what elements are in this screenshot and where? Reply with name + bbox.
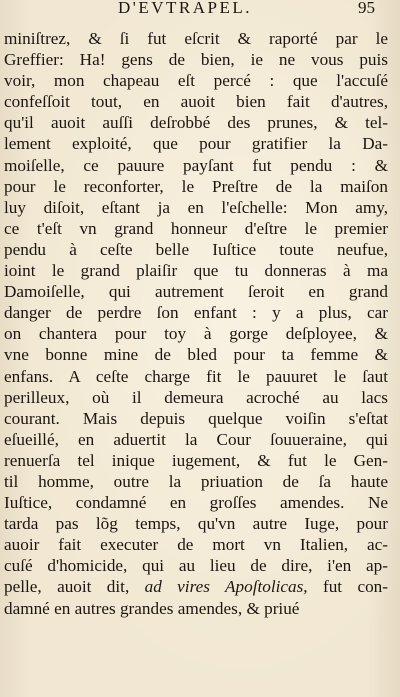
text-line: perilleux, où il demeura acroché au lacs bbox=[4, 387, 388, 407]
text-line: eſueillé, en aduertit la Cour ſouueraine, qui bbox=[4, 429, 388, 449]
text-line bbox=[4, 576, 388, 597]
text-segment: fut con- bbox=[307, 577, 388, 597]
page-header bbox=[0, 0, 400, 28]
text-line: luy diſoit, eſtant ja en l'eſchelle: Mon amy, bbox=[4, 197, 388, 217]
text-line: moiſelle, ce pauure payſant fut pendu : & bbox=[4, 155, 388, 175]
text-line: miniſtrez, & ſi fut eſcrit & raporté par le bbox=[4, 29, 388, 48]
text-line: Iuſtice, condamné en groſſes amendes. Ne bbox=[4, 493, 388, 513]
text-line: pendu à ceſte belle Iuſtice toute neufue, bbox=[4, 239, 388, 259]
italic-phrase: ad vires Apoſtolicas, bbox=[144, 577, 308, 597]
text-line: ce t'eſt vn grand honneur d'eſtre le premier bbox=[4, 218, 388, 238]
text-line: Greffier: Ha! gens de bien, ie ne vous puis bbox=[4, 50, 388, 70]
text-line: renuerſa tel inique iugement, & fut le Gen- bbox=[4, 450, 388, 470]
text-segment: pelle, auoit dit, bbox=[4, 577, 145, 597]
text-line: lement exploité, que pour gratifier la Da- bbox=[4, 134, 388, 154]
running-title: D'EVTRAPEL. bbox=[118, 0, 252, 17]
text-line: auoir fait executer de mort vn Italien, ac- bbox=[4, 535, 388, 555]
text-line: damné en autres grandes amendes, & priué bbox=[4, 598, 300, 618]
text-line: on chantera pour toy à gorge deſployee, & bbox=[4, 324, 388, 344]
text-line: qu'il auoit auſſi deſrobbé des prunes, & tel- bbox=[4, 113, 388, 133]
page-number: 95 bbox=[358, 0, 375, 17]
text-line: vne bonne mine de bled pour ta femme & bbox=[4, 345, 388, 365]
text-line: courant. Mais depuis quelque voiſin s'eſtat bbox=[4, 408, 388, 428]
text-line: Damoiſelle, qui autrement ſeroit en grand bbox=[4, 282, 388, 302]
text-line: til homme, outre la priuation de ſa haute bbox=[4, 471, 388, 491]
text-line: enfans. A ceſte charge fit le pauuret le ſaut bbox=[4, 366, 388, 386]
text-line: danger de perdre ſon enfant : y a plus, car bbox=[4, 303, 388, 323]
text-line: confeſſoit tout, en auoit bien fait d'autres, bbox=[4, 92, 388, 112]
text-line: cuſé d'homicide, qui au lieu de dire, i'en ap- bbox=[4, 556, 388, 576]
body-text bbox=[4, 28, 388, 619]
text-line: tarda pas lõg temps, qu'vn autre Iuge, pour bbox=[4, 514, 388, 534]
text-line: pour le reconforter, le Preſtre de la maiſon bbox=[4, 176, 388, 196]
text-line: voir, mon chapeau eſt percé : que l'accuſé bbox=[4, 71, 388, 91]
text-line: ioint le grand plaiſir que tu donneras à ma bbox=[4, 261, 388, 281]
